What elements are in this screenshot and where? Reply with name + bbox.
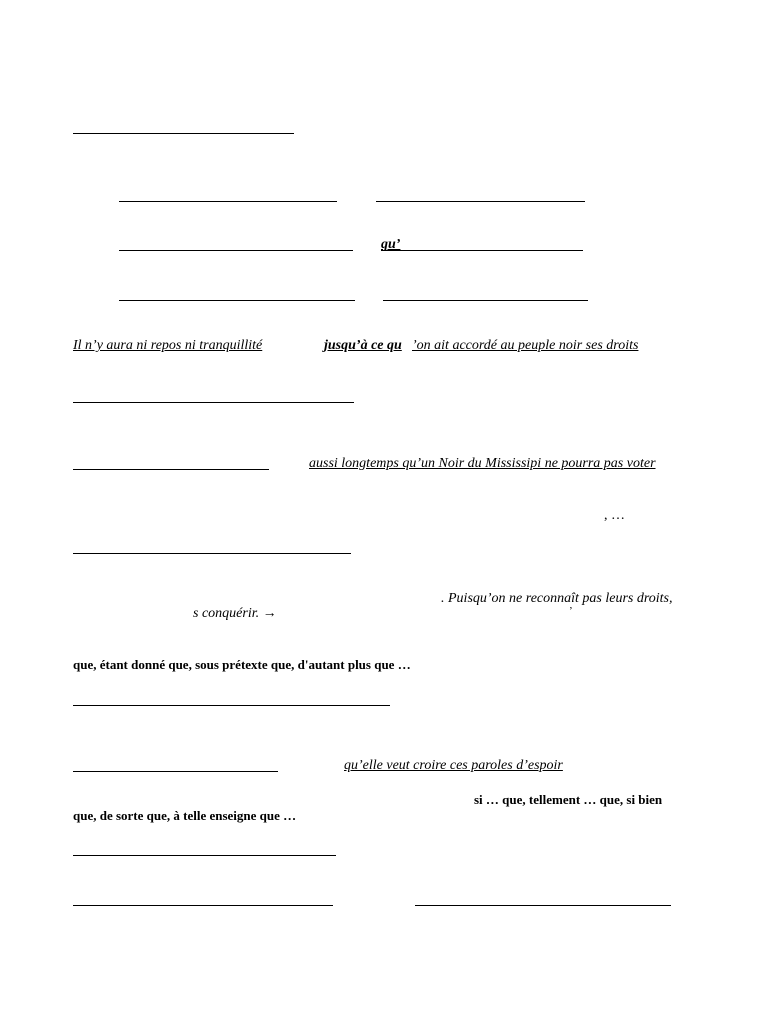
blank-line-6 bbox=[119, 300, 355, 301]
blank-line-14 bbox=[73, 905, 333, 906]
sentence-a-part2: jusqu’à ce qu bbox=[324, 338, 402, 353]
blank-line-12 bbox=[73, 771, 278, 772]
blank-line-9 bbox=[73, 469, 269, 470]
blank-line-4 bbox=[119, 250, 353, 251]
ellipsis-text: , … bbox=[604, 508, 625, 523]
conjunction-list-cause: que, étant donné que, sous prétexte que, d'autant plus que … bbox=[73, 657, 411, 672]
sentence-a-part1: Il n’y aura ni repos ni tranquillité bbox=[73, 338, 263, 353]
sentence-b: aussi longtemps qu’un Noir du Mississipi ne pourra pas voter bbox=[309, 456, 656, 471]
conjunction-list-consequence-part1: si … que, tellement … que, si bien bbox=[474, 792, 663, 807]
blank-line-8 bbox=[73, 402, 354, 403]
blank-line-10 bbox=[73, 553, 351, 554]
sentence-c-part1: . Puisqu’on ne reconnaît pas leurs droits, bbox=[441, 591, 673, 606]
qu-label: qu’ bbox=[381, 237, 401, 252]
sentence-c-part2: s conquérir. → bbox=[193, 606, 277, 621]
blank-line-5 bbox=[381, 250, 583, 251]
blank-line-15 bbox=[415, 905, 671, 906]
sentence-c-mark: ’ bbox=[569, 605, 573, 617]
conjunction-list-consequence-part2: que, de sorte que, à telle enseigne que … bbox=[73, 808, 297, 823]
blank-line-1 bbox=[73, 133, 294, 134]
blank-line-7 bbox=[383, 300, 588, 301]
blank-line-13 bbox=[73, 855, 336, 856]
blank-line-3 bbox=[376, 201, 585, 202]
sentence-a-part3: ’on ait accordé au peuple noir ses droits bbox=[412, 338, 639, 353]
sentence-d: qu’elle veut croire ces paroles d’espoir bbox=[344, 758, 563, 773]
blank-line-11 bbox=[73, 705, 390, 706]
blank-line-2 bbox=[119, 201, 337, 202]
